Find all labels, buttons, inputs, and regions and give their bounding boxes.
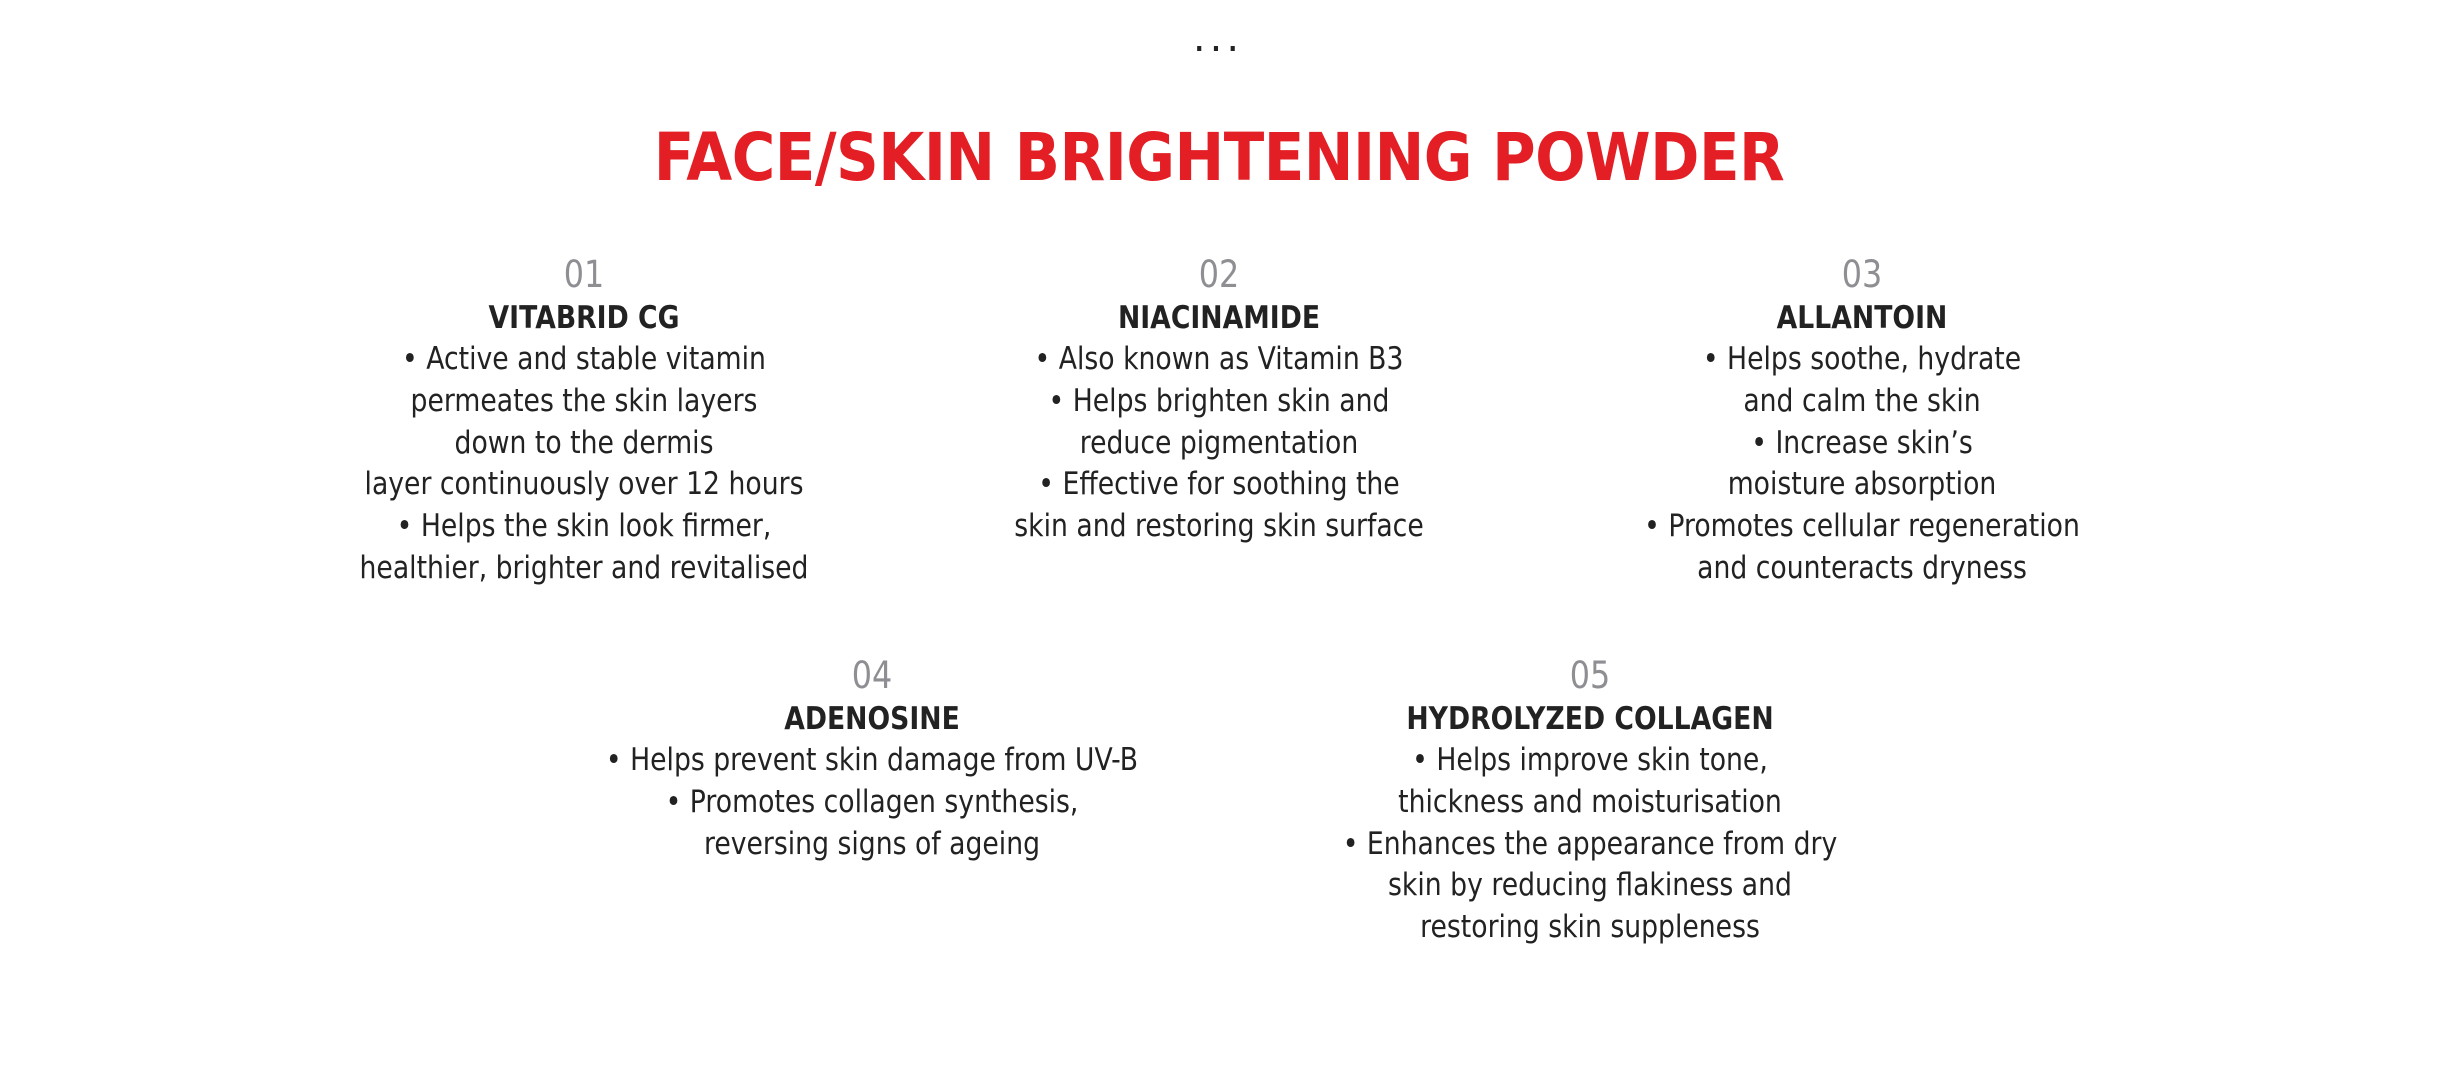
description-line: • Helps prevent skin damage from UV-B xyxy=(605,742,1139,778)
ingredient-description xyxy=(274,339,894,590)
description-line: moisture absorption xyxy=(1727,466,1997,503)
description-line: • Also known as Vitamin B3 xyxy=(1034,341,1404,377)
description-line: and counteracts dryness xyxy=(1697,549,2027,586)
ingredient-number: 04 xyxy=(851,654,893,697)
description-line: • Effective for soothing the xyxy=(1038,466,1400,503)
ingredient-number: 01 xyxy=(563,253,605,296)
ingredient-description xyxy=(1280,740,1900,949)
description-line: permeates the skin layers xyxy=(410,382,758,419)
ingredient-name: HYDROLYZED COLLAGEN xyxy=(1406,701,1774,737)
description-line: restoring skin suppleness xyxy=(1420,909,1760,946)
description-line: • Helps brighten skin and xyxy=(1048,382,1390,419)
description-line: • Promotes collagen synthesis, xyxy=(665,783,1079,820)
ingredient-description xyxy=(562,740,1182,865)
ingredient-description xyxy=(909,339,1529,548)
ingredient-item-niacinamide xyxy=(909,253,1529,548)
ingredient-number: 03 xyxy=(1841,253,1883,296)
description-line: • Promotes cellular regeneration xyxy=(1644,508,2080,545)
description-line: skin by reducing flakiness and xyxy=(1388,867,1792,904)
description-line: and calm the skin xyxy=(1743,382,1981,419)
description-line: thickness and moisturisation xyxy=(1398,783,1782,820)
description-line: reduce pigmentation xyxy=(1079,424,1359,461)
ingredient-item-adenosine xyxy=(562,654,1182,865)
ingredient-number: 05 xyxy=(1569,654,1611,697)
ingredient-name: NIACINAMIDE xyxy=(1117,300,1321,336)
description-line: • Increase skin’s xyxy=(1751,424,1973,461)
ingredient-item-allantoin xyxy=(1552,253,2172,590)
description-line: healthier, brighter and revitalised xyxy=(359,549,809,586)
ingredient-number: 02 xyxy=(1198,253,1240,296)
description-line: • Enhances the appearance from dry xyxy=(1342,825,1838,862)
ingredient-item-vitabrid-cg xyxy=(274,253,894,590)
description-line: layer continuously over 12 hours xyxy=(364,466,804,503)
ingredient-name: VITABRID CG xyxy=(488,300,680,336)
description-line: • Active and stable vitamin xyxy=(402,341,766,377)
description-line: • Helps improve skin tone, xyxy=(1412,742,1768,778)
ingredient-description xyxy=(1552,339,2172,590)
description-line: • Helps soothe, hydrate xyxy=(1702,341,2022,377)
description-line: skin and restoring skin surface xyxy=(1014,508,1424,545)
description-line: down to the dermis xyxy=(454,424,714,461)
ingredient-name: ALLANTOIN xyxy=(1776,300,1948,336)
ellipsis-indicator: ... xyxy=(1192,15,1244,61)
ingredient-item-hydrolyzed-collagen xyxy=(1280,654,1900,949)
page-title: FACE/SKIN BRIGHTENING POWDER xyxy=(653,119,1785,196)
ingredient-name: ADENOSINE xyxy=(784,701,960,737)
description-line: • Helps the skin look firmer, xyxy=(396,508,772,545)
description-line: reversing signs of ageing xyxy=(703,825,1041,862)
